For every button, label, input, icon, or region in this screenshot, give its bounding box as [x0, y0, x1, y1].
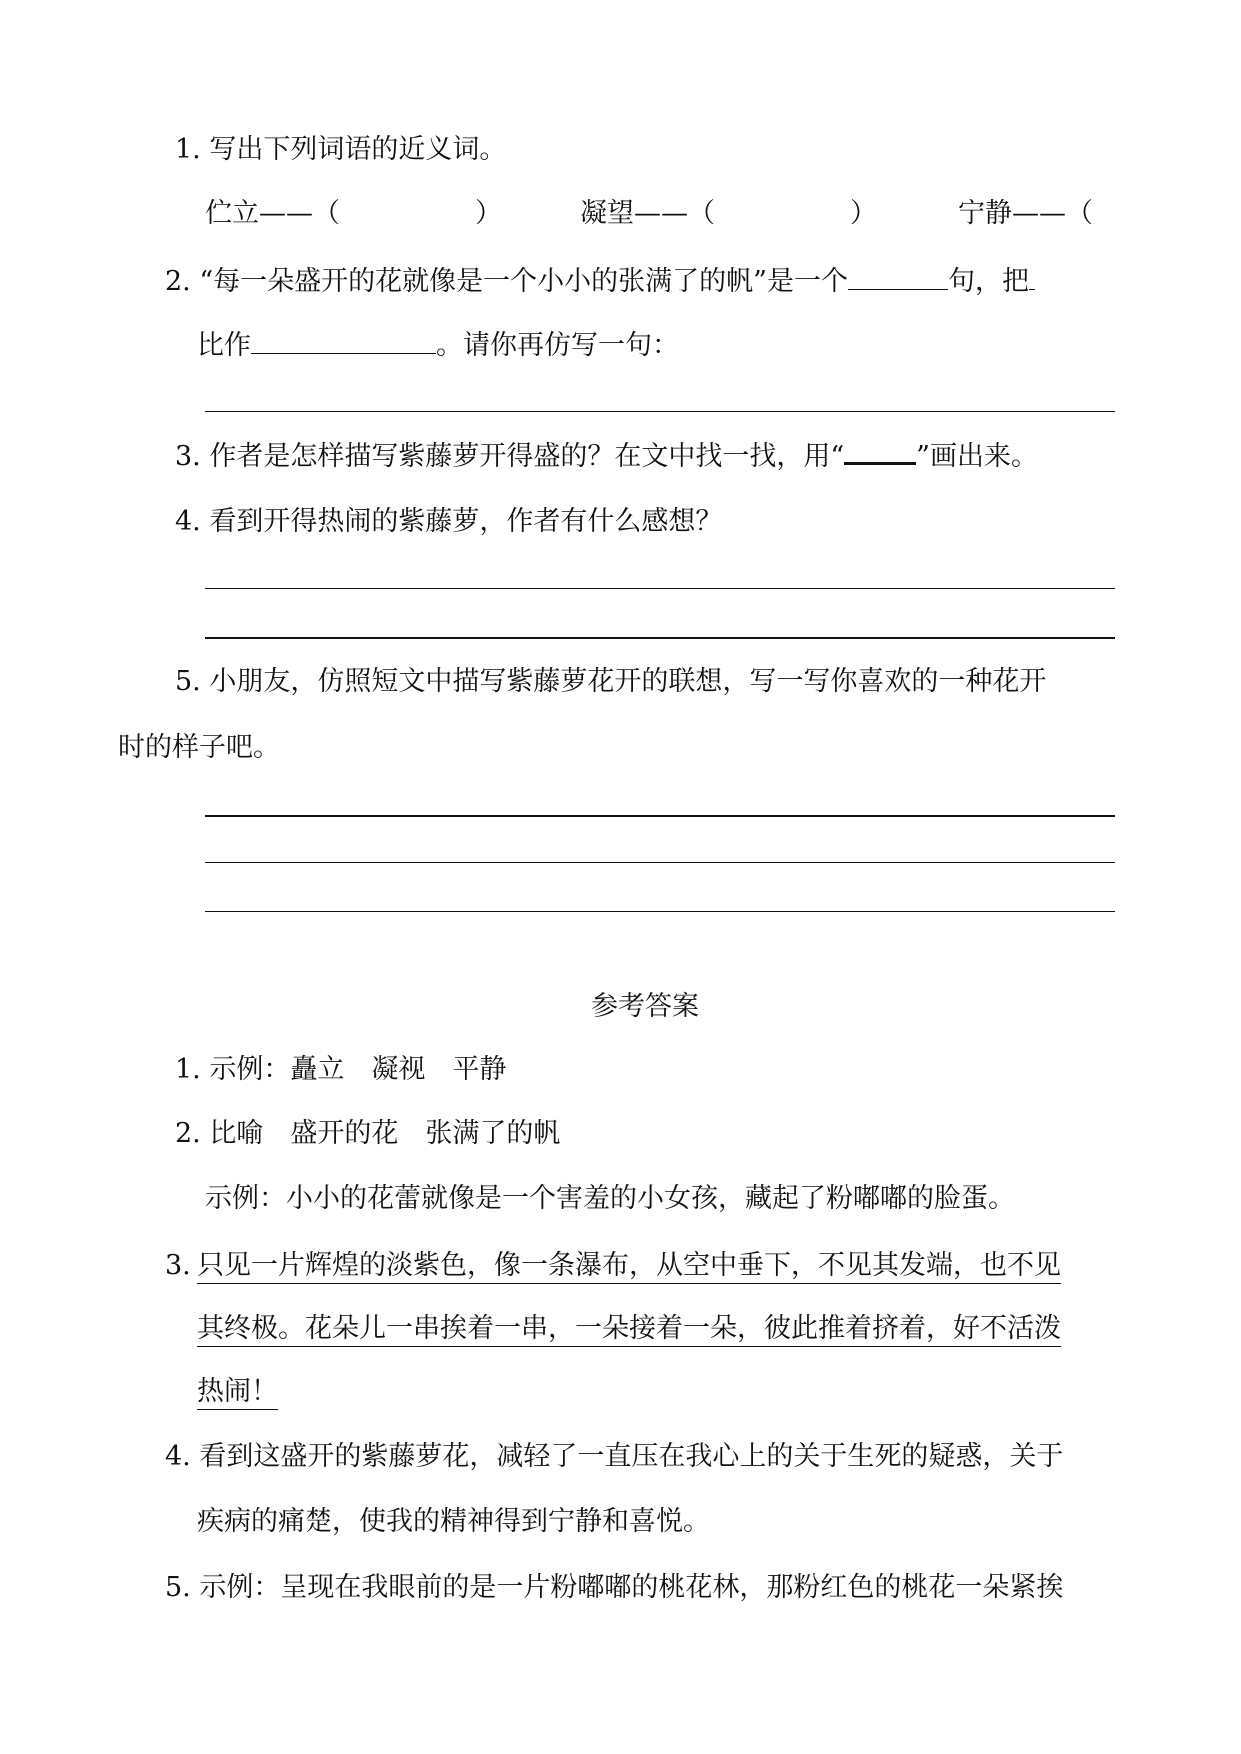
question-2-line-1: [165, 263, 1035, 299]
question-3: [175, 438, 1038, 474]
answer-3-number: 3.: [165, 1250, 191, 1281]
question-5-line-1: 5. 小朋友，仿照短文中描写紫藤萝花开的联想，写一写你喜欢的一种花开: [175, 666, 1047, 697]
answer-blank[interactable]: [848, 263, 948, 290]
answers-heading: 参考答案: [591, 991, 699, 1022]
answer-line[interactable]: [205, 637, 1115, 639]
underline-sample: [844, 438, 916, 465]
answer-3-text-2: 其终极。花朵儿一串挨着一串，一朵接着一朵，彼此推着挤着，好不活泼: [197, 1313, 1061, 1347]
answer-line[interactable]: [205, 815, 1115, 817]
question-2-text-a: 2. “每一朵盛开的花就像是一个小小的张满了的帆”是一个: [165, 266, 848, 297]
answer-5-line-1: 5. 示例：呈现在我眼前的是一片粉嘟嘟的桃花林，那粉红色的桃花一朵紧挨: [165, 1572, 1064, 1603]
answer-blank[interactable]: [1029, 263, 1035, 290]
answer-3-line-1: [197, 1249, 1061, 1283]
answer-line[interactable]: [205, 588, 1115, 589]
answer-line[interactable]: [205, 911, 1115, 912]
answer-3-text-1: 只见一片辉煌的淡紫色，像一条瀑布，从空中垂下，不见其发端，也不见: [197, 1250, 1061, 1284]
answer-line[interactable]: [205, 411, 1115, 412]
answer-3-line-2: [197, 1312, 1061, 1346]
synonym-item-2: 凝望——（ ）: [580, 198, 877, 229]
answer-4-line-2: 疾病的痛楚，使我的精神得到宁静和喜悦。: [197, 1506, 710, 1537]
question-4: 4. 看到开得热闹的紫藤萝，作者有什么感想？: [175, 506, 723, 537]
answer-3-line-3: [197, 1375, 278, 1409]
answer-2-line-2: 示例：小小的花蕾就像是一个害羞的小女孩，藏起了粉嘟嘟的脸蛋。: [205, 1183, 1015, 1214]
answer-blank[interactable]: [251, 327, 436, 354]
question-3-text-b: ”画出来。: [916, 441, 1038, 472]
question-5-line-2: 时的样子吧。: [118, 732, 280, 763]
answer-4-line-1: 4. 看到这盛开的紫藤萝花，减轻了一直压在我心上的关于生死的疑惑，关于: [165, 1441, 1064, 1472]
synonym-item-3: 宁静——（: [958, 198, 1093, 229]
question-1-title: 1. 写出下列词语的近义词。: [175, 134, 507, 165]
synonym-item-1: 伫立——（ ）: [205, 198, 502, 229]
question-2-text-d: 。请你再仿写一句：: [436, 330, 679, 361]
question-3-text-a: 3. 作者是怎样描写紫藤萝开得盛的？在文中找一找，用“: [175, 441, 845, 472]
answer-2-line-1: 2. 比喻 盛开的花 张满了的帆: [175, 1118, 561, 1149]
question-2-line-2: [197, 327, 679, 363]
answer-1: 1. 示例：矗立 凝视 平静: [175, 1054, 507, 1085]
question-2-text-b: 句，把: [947, 266, 1029, 297]
question-2-text-c: 比作: [197, 330, 251, 361]
answer-3-text-3: 热闹！: [197, 1376, 278, 1410]
answer-line[interactable]: [205, 862, 1115, 863]
